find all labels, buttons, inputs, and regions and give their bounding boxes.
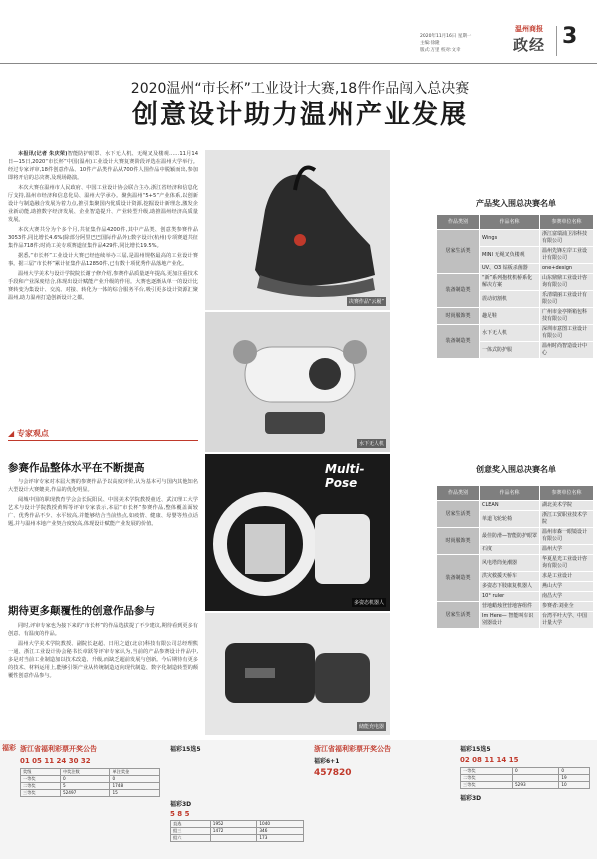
table-header-cell: 作品名称 [480, 215, 540, 230]
lottery-block-mid [314, 744, 454, 781]
article-byline: 本报讯(记者 朱庆荣) [18, 151, 68, 157]
table-cell: 1472 [210, 828, 257, 835]
shoe-photo [205, 150, 390, 310]
table-cell: 中奖注数 [60, 769, 110, 776]
table-cell: 燕山大学 [540, 582, 594, 592]
table-cell: 石度 [480, 545, 540, 555]
table-cell: CLEAN [480, 501, 540, 511]
lottery-block-15x5 [170, 744, 308, 842]
table-cell: UV、O3 钻板杀菌器 [480, 264, 540, 274]
creative-table-title: 创意奖入围总决赛名单 [476, 465, 556, 474]
table-cell: 居家生活类 [437, 602, 480, 629]
table-cell: “新”系列抱枕机桥系化解决方案 [480, 274, 540, 291]
table-cell: 浙江富瑞浦卫浴科技有限公司 [540, 230, 594, 247]
table-cell: 0 [513, 768, 559, 775]
lottery-numbers: 01 05 11 24 30 32 [20, 757, 91, 765]
table-cell: 时尚服饰类 [437, 308, 480, 325]
table-cell: 营地蜡烛登营地客组件 [480, 602, 540, 612]
photo-caption: 水下无人机 [358, 441, 384, 447]
lottery-game-title: 福彩3D [170, 801, 192, 808]
table-cell: 求是工业设计 [540, 572, 594, 582]
table-header-cell: 作品名称 [480, 486, 540, 501]
brand-name: 温州商报 [515, 25, 543, 33]
lottery-game-title: 福彩15选5 [170, 746, 201, 753]
lottery-table [20, 768, 160, 797]
table-cell: 温州时尚智造设计中心 [540, 342, 594, 359]
table-row [461, 768, 590, 775]
table-cell: 装备制造类 [437, 274, 480, 308]
expert-icon: ◢ [8, 429, 17, 438]
table-cell: 湖北美术学院 [540, 501, 594, 511]
table-row [437, 308, 594, 325]
table-cell: 一等奖 [461, 768, 513, 775]
table-row [461, 782, 590, 789]
table-cell: 0 [110, 776, 160, 783]
table-cell: 52497 [60, 790, 110, 797]
article-body [8, 150, 198, 422]
page-number: 3 [562, 24, 578, 49]
table-cell: 15 [110, 790, 160, 797]
subheading-1: 参赛作品整体水平在不断提高 [8, 462, 145, 474]
table-cell: 乐清瑞丽工业设计有限公司 [540, 291, 594, 308]
article-paragraph: 温州大学美术与设计学院院长谢子修介绍,参赛作品质量逐年提高,更加注重技术手段和产业深度结合,体现出设计赋能产业升级的作用。大赛也逐渐从单一的设计比赛转变为集设计、交流、对接、转化为一体的综合服务平台,吸引更多设计资源汇聚温州,助力温州打造创新设计之都。 [8, 271, 198, 301]
table-cell: 二等奖 [461, 775, 513, 782]
creative-award-table [436, 485, 594, 629]
article-paragraph: 温州大学美术学院教授、副院长赵超、日用之道(北京)科技有限公司总经理熊一通、浙江工业设计协会秘书长章跃等评审专家认为,当前的产品参赛设计作品中,多是对当前工业制造加以技术改造、升级,而缺乏超前发展与创新。今后期待有更多的技术、材料运用上,能够引领产业从传统制造迈向现代制造、数字化制造转型的颠覆性创意作品参与。 [8, 641, 198, 679]
table-row [437, 501, 594, 511]
lottery-numbers: 02 08 11 14 15 [460, 756, 519, 764]
product-award-table [436, 214, 594, 359]
table-header-cell: 作品类别 [437, 215, 480, 230]
masthead-meta [420, 33, 498, 54]
lottery-block-right [460, 744, 595, 802]
subsection-2-body [8, 622, 198, 734]
table-cell: 组三 [171, 828, 211, 835]
subsection-1-body [8, 478, 198, 596]
article-paragraph: 本次大赛共分为个多个月,共征集作品4200件,其中产品类、创意类参赛作品3053件,同比增长4.6%(除部分阿里巴巴国际作品外);数字设计(杭州)专项赛道共征集作品718件;时尚工美专项赛道征集作品429件,同比增长19.5%。 [8, 227, 198, 249]
table-cell: 三等奖 [461, 782, 513, 789]
lottery-numbers: 457820 [314, 768, 352, 778]
table-row [21, 776, 160, 783]
article-paragraph: 与会评审专家对本届大赛的参赛作品予以高度评价,认为基本可与国内其他知名大型设计大赛媲美,作品的优化明显。 [8, 479, 198, 493]
table-cell: 直选 [171, 821, 211, 828]
drone-illustration [205, 312, 390, 452]
table-cell: 装备制造类 [437, 325, 480, 359]
photo-caption: 储能充电器 [358, 724, 384, 730]
table-cell: 二等奖 [21, 783, 61, 790]
lottery-table [170, 820, 304, 842]
editor-credit: 主编:徐隆 [420, 41, 440, 46]
article-headline: 创意设计助力温州产业发展 [131, 100, 468, 130]
table-cell: 洪灾救援天桥车 [480, 572, 540, 582]
lottery-game-title: 福彩3D [460, 795, 482, 802]
shoe-illustration [205, 150, 390, 310]
lottery-game-title: 福彩6+1 [314, 758, 340, 765]
table-header-cell: 参赛单位名称 [540, 215, 594, 230]
lottery-table [460, 767, 590, 789]
table-cell: 单道飞轮轮椅 [480, 511, 540, 528]
photo-caption: 决赛作品“云履” [348, 299, 384, 305]
table-row [171, 835, 304, 842]
lottery-game-title: 福彩15选5 [460, 746, 491, 753]
header-divider [556, 26, 557, 56]
table-cell: one+design [540, 264, 594, 274]
table-header-row [437, 215, 594, 230]
table-cell: Im Here— 智能叫车识别器设计 [480, 612, 540, 629]
table-cell: 三等奖 [21, 790, 61, 797]
table-cell: MINI 无绳叉负楼观 [480, 247, 540, 264]
table-cell [513, 775, 559, 782]
table-row [21, 790, 160, 797]
table-header-cell: 作品类别 [437, 486, 480, 501]
table-cell: 19 [559, 775, 590, 782]
table-cell: 居家生活类 [437, 230, 480, 274]
table-cell: Wings [480, 230, 540, 247]
article-paragraph: 同时,评审专家也为接下来的“市长杯”的作品选拔提了不少建议,期待看到更多有创意、有温度的作品。 [8, 623, 198, 637]
table-cell: 居家生活类 [437, 501, 480, 528]
article-paragraph: 阅城中国的职现教育学会会长阮阳民、中国美术学院教授童近、武汉理工大学艺术与设计学院教授黄辉等评审专家表示,本届“市长杯”参赛作品,整体覆盖面较广、优秀作品不少、水平较高,并能够结合当前热点,如疫情、健康、母婴等热点话题,并与温州本地产业契合度较高,体现设计赋能产业发展的价值。 [8, 497, 198, 527]
table-cell: 最佳防滑—智能防护眼罩 [480, 528, 540, 545]
table-cell [210, 835, 257, 842]
table-cell: 风电塔筒免潮器 [480, 555, 540, 572]
table-row [437, 528, 594, 545]
table-row [437, 274, 594, 291]
table-header-cell: 参赛单位名称 [540, 486, 594, 501]
table-cell: 10 [559, 782, 590, 789]
table-cell: 山东鼎鼎工业设计咨询有限公司 [540, 274, 594, 291]
article-paragraph: 本次大赛在温州市人民政府、中国工业设计协会联合主办,浙江省经济和信息化厅支持,温州市经济和信息化局、温州大学承办。聚焦温州“5+5”产业体系,以创新设计与制造融合发展为着力点,推引集聚国内优质设计资源,挖掘设计新理念,激发企业新动能,助推数字经济发展、企业智造提升、产业转型升级,助推温州经济高质量发展。 [8, 185, 198, 223]
table-cell: 10° ruler [480, 592, 540, 602]
table-cell: 温州市森一眼镜设计有限公司 [540, 528, 594, 545]
table-cell: 奖级 [21, 769, 61, 776]
article-paragraph: 据悉,“市长杯”工业设计大赛已经连续举办三届,是温州规格最高的工业设计赛事。据三届“市长杯”累计征集作品12850件,已有数十项优秀作品落地产业化。 [8, 253, 198, 267]
multi-logo-text: Multi-Pose [325, 462, 365, 490]
table-row [437, 230, 594, 247]
photo-caption: 多姿态机器人 [353, 600, 384, 606]
table-cell: 时尚服饰类 [437, 528, 480, 555]
table-cell: 趣足鞋 [480, 308, 540, 325]
table-row [461, 775, 590, 782]
table-cell: 深圳市意图工业设计有限公司 [540, 325, 594, 342]
lottery-title: 浙江省福利彩票开奖公告 [20, 745, 97, 753]
table-cell: 单注奖金 [110, 769, 160, 776]
table-header-row [437, 486, 594, 501]
table-cell: 多姿态下肢康复机器人 [480, 582, 540, 592]
header-rule [0, 63, 597, 64]
table-cell: 0 [559, 768, 590, 775]
table-cell: 华夏星光工业设计咨询有限公司 [540, 555, 594, 572]
table-cell: 装备制造类 [437, 555, 480, 602]
table-row [21, 783, 160, 790]
table-cell: 温州先锋左岸工业设计有限公司 [540, 247, 594, 264]
table-row [437, 555, 594, 572]
table-cell: 震动切割机 [480, 291, 540, 308]
drone-photo [205, 312, 390, 452]
charger-illustration [205, 613, 390, 735]
table-cell: 5 [60, 783, 110, 790]
layout-credit: 版式:万里 校对:文幸 [420, 48, 461, 53]
expert-label: ◢ 专家观点 [8, 429, 49, 438]
table-cell: 1040 [257, 821, 304, 828]
table-cell: 参赛者:刘业全 [540, 602, 594, 612]
lottery-numbers: 5 8 5 [170, 810, 190, 818]
table-cell: 温州大学 [540, 545, 594, 555]
table-cell: 浙江工贸职业技术学院 [540, 511, 594, 528]
table-row [171, 828, 304, 835]
table-cell: 1748 [110, 783, 160, 790]
article-paragraph: 本报讯(记者 朱庆荣)智能防护眼罩、水下无人机、无绳叉及楼观……11月14日—15日,2020“市长杯”中国(温州)工业设计大赛复赛阶段评选在温州大学举行。经过专家评审,18件创意作品、10件产品类作品从700件人围作品中脱颖而出,参加即将开启的总决赛,及现场路演。 [8, 151, 198, 181]
table-cell: 5293 [513, 782, 559, 789]
charger-photo [205, 613, 390, 735]
issue-date: 2020年11月16日 星期一 [420, 34, 472, 39]
table-cell: 水下无人机 [480, 325, 540, 342]
lottery-side-label: 福彩 [2, 744, 16, 752]
table-cell: 346 [257, 828, 304, 835]
expert-rule [8, 440, 198, 441]
table-cell: 1952 [210, 821, 257, 828]
article-kicker: 2020温州“市长杯”工业设计大赛,18件作品闯入总决赛 [130, 81, 470, 97]
table-row [171, 821, 304, 828]
lottery-title: 浙江省福利彩票开奖公告 [314, 745, 391, 753]
lottery-block-left [20, 744, 165, 797]
table-cell: 台湾平叶大学、中国计量大学 [540, 612, 594, 629]
table-cell: 一等奖 [21, 776, 61, 783]
table-cell: 南昌大学 [540, 592, 594, 602]
table-row [437, 325, 594, 342]
multi-photo [205, 454, 390, 611]
table-row [21, 769, 160, 776]
section-name: 政经 [512, 36, 545, 54]
subheading-2: 期待更多颠覆性的创意作品参与 [8, 605, 155, 617]
table-row [437, 602, 594, 612]
table-cell: 0 [60, 776, 110, 783]
product-table-title: 产品奖入围总决赛名单 [476, 199, 556, 208]
table-cell: 组六 [171, 835, 211, 842]
table-cell: 一体式防护服 [480, 342, 540, 359]
table-cell: 广州市金亭斯箱包科技有限公司 [540, 308, 594, 325]
table-cell: 173 [257, 835, 304, 842]
section-brand [506, 24, 552, 55]
